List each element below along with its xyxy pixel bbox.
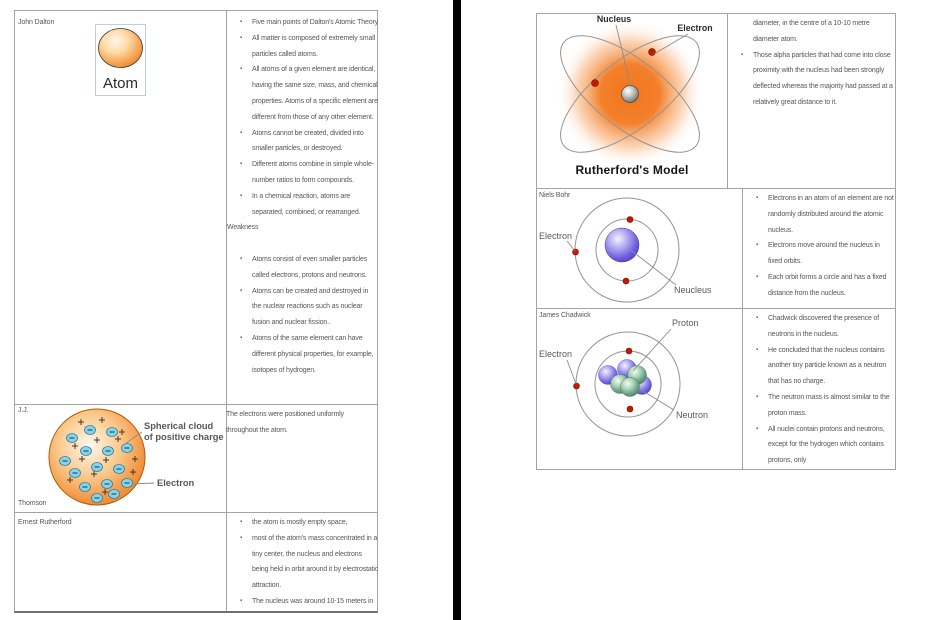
row-border [537, 308, 895, 309]
electron-label: Electron [157, 478, 195, 488]
list-item: ▪ Atoms consist of even smaller particles called electrons, protons and neutrons. [239, 252, 379, 284]
electron-dot [649, 49, 656, 56]
weakness-heading: Weakness [227, 224, 259, 232]
proton-leader-line [633, 329, 671, 371]
thomson-model-image [48, 405, 224, 511]
neutron-leader-line [638, 388, 674, 410]
rutherford-model-notes [728, 16, 895, 186]
list-item: ▪ Electrons in an atom of an element are not randomly distributed around the atomic nucleus. [755, 191, 895, 238]
electron-label: Electron [539, 349, 573, 359]
thomson-description: The electrons were positioned uniformly throughout the atom. [226, 411, 344, 434]
list-item: ▪ All matter is composed of extremely small particles called atoms. [239, 31, 379, 63]
dalton-weakness-list [231, 252, 379, 378]
continuation-text: diameter, in the centre of a 10-10 metre diameter atom. [753, 20, 870, 43]
electron-dot [623, 278, 629, 284]
rutherford-model-caption: Rutherford's Model [575, 163, 689, 177]
nucleus-sphere [622, 86, 639, 103]
list-item: ▪ All atoms of a given element are identical, having the same size, mass, and chemical properties. Atoms of a specific element are different from those of any other element. [239, 62, 379, 125]
electron-leader-line [567, 241, 575, 251]
atom-sphere [99, 29, 143, 68]
rutherford-name: Ernest Rutherford [18, 519, 72, 526]
chadwick-name: James Chadwick [539, 312, 591, 319]
dalton-theory-list [231, 15, 379, 220]
electron-dot [574, 383, 580, 389]
page-divider-bar [453, 0, 461, 620]
list-item: ▪ Atoms can be created and destroyed in the nuclear reactions such as nuclear fusion and nuclear fission.. [239, 284, 379, 331]
dalton-name: John Dalton [18, 19, 55, 26]
nucleus-label: Neucleus [674, 285, 712, 295]
atom-caption: Atom [102, 75, 139, 92]
electron-leader-line [567, 360, 576, 384]
chadwick-notes [743, 311, 895, 468]
list-item: ▪ Atoms of the same element can have different physical properties, for example, isotopes of hydrogen. [239, 331, 379, 378]
dalton-notes [227, 15, 379, 403]
list-item: ▪ Those alpha particles that had come into close proximity with the nucleus had been strongly deflected whereas the majority had passed at a relatively great distance to it. [740, 48, 895, 111]
row-border [537, 188, 895, 189]
rutherford-list [231, 515, 379, 609]
electron-label: Electron [677, 23, 713, 33]
dalton-atom-image [95, 24, 146, 96]
bohr-list [747, 191, 895, 302]
list-item: ▪ The neutron mass is almost similar to the proton mass. [755, 390, 895, 422]
page2-table [536, 13, 896, 470]
list-item: ▪ most of the atom's mass concentrated in a tiny center, the nucleus and electrons being held in orbit around it by electrostatic attraction. [239, 531, 379, 594]
bohr-notes [743, 191, 895, 306]
list-item: ▪ Each orbit forms a circle and has a fixed distance from the nucleus. [755, 270, 895, 302]
list-item: ▪ Different atoms combine in simple whole-number ratios to form compounds. [239, 157, 379, 189]
chadwick-model-image [538, 310, 724, 468]
list-item: ▪ Electrons move around the nucleus in fixed orbits. [755, 238, 895, 270]
list-item: ▪ The nucleus was around 10-15 meters in [239, 594, 379, 609]
row-border [15, 512, 377, 513]
cloud-label-line2: of positive charge [144, 432, 224, 442]
electron-dot [573, 249, 579, 255]
electron-label: Electron [539, 231, 573, 241]
nucleus-label: Nucleus [596, 14, 632, 24]
proton-label: Proton [672, 318, 699, 328]
bohr-name: Niels Bohr [539, 192, 571, 199]
electron-dot [627, 406, 633, 412]
neutron-label: Neutron [676, 410, 709, 420]
bohr-model-image [538, 190, 724, 306]
chadwick-list [747, 311, 895, 468]
nucleus-sphere [605, 228, 639, 262]
list-item: ▪ All nuclei contain protons and neutrons, except for the hydrogen which contains protons, only [755, 422, 895, 468]
list-item: ▪ Chadwick discovered the presence of neutrons in the nucleus. [755, 311, 895, 343]
rutherford-notes [227, 515, 379, 609]
electron-dot [627, 217, 633, 223]
list-item: ▪ the atom is mostly empty space, [239, 515, 379, 531]
rutherford-model-image [538, 14, 726, 162]
thomson-name-bottom: Thomson [18, 500, 47, 507]
list-item: ▪ In a chemical reaction, atoms are separated, combined, or rearranged. [239, 189, 379, 221]
thomson-name-top: J.J. [18, 407, 29, 414]
electron-dot [626, 348, 632, 354]
cloud-label-line1: Spherical cloud [144, 421, 214, 431]
page1-table [14, 10, 378, 613]
list-item: ▪ He concluded that the nucleus contains another tiny particle known as a neutron that has no charge. [755, 343, 895, 390]
electron-dot [592, 80, 599, 87]
list-item: ▪ Five main points of Dalton's Atomic Theory [239, 15, 379, 31]
rutherford-model-list [732, 48, 895, 111]
list-item: ▪ Atoms cannot be created, divided into smaller particles, or destroyed. [239, 126, 379, 158]
